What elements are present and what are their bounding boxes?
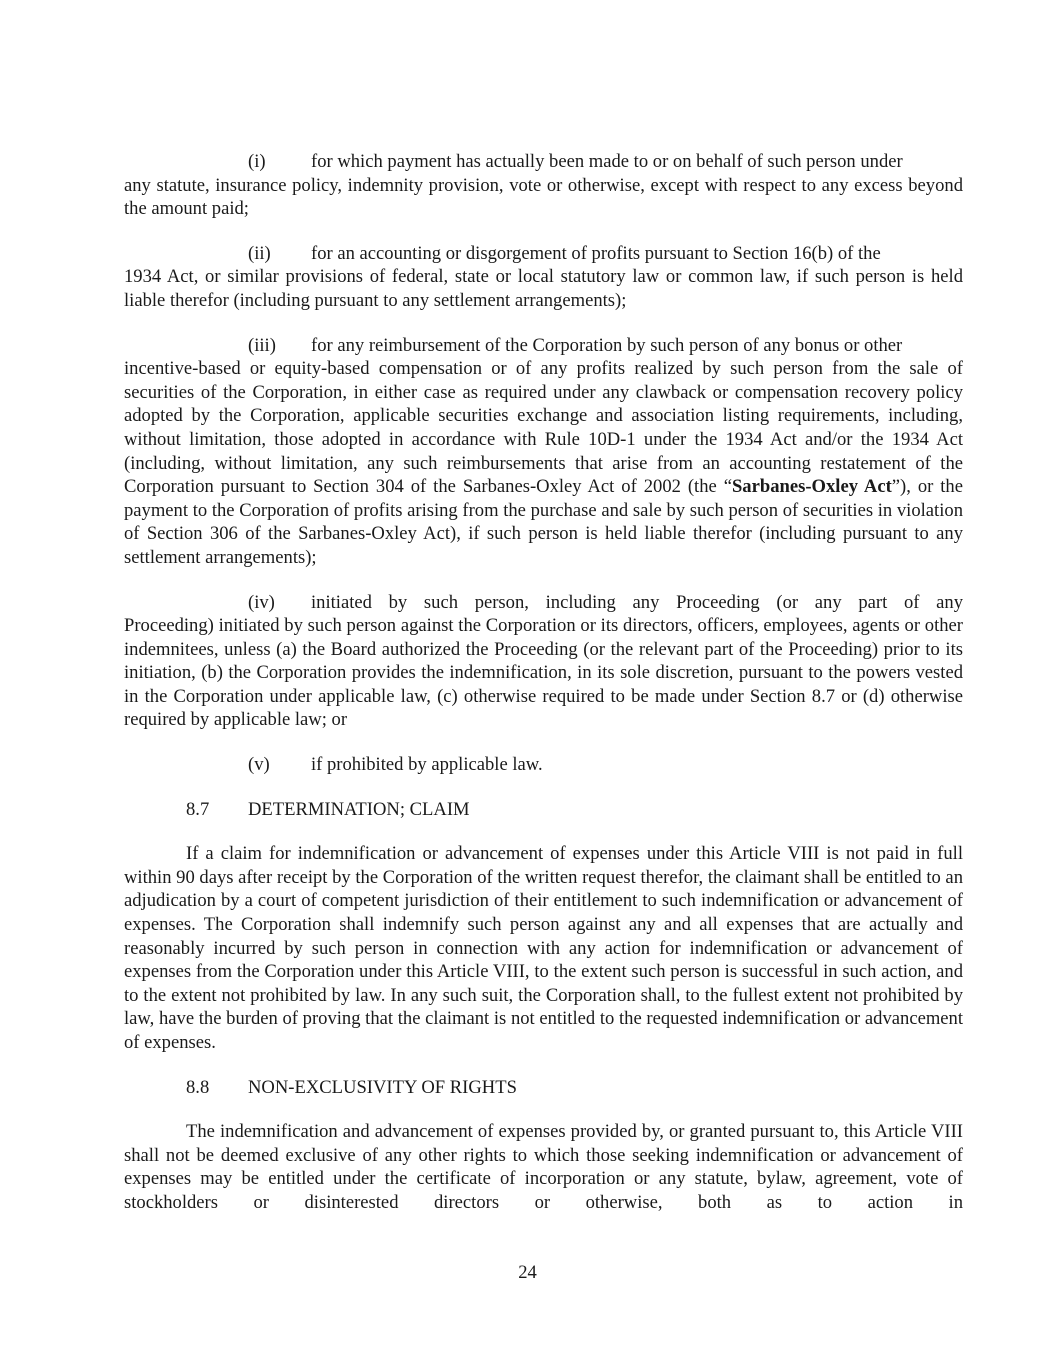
clause-first-line <box>124 150 963 174</box>
document-page <box>124 150 963 1215</box>
section-title: DETERMINATION; CLAIM <box>248 798 470 820</box>
clause-number: (ii) <box>248 242 271 264</box>
clause-v <box>124 753 963 777</box>
section-body-8-7: If a claim for indemnification or advancement of expenses under this Article VIII is not paid in full within 90 days after receipt by the Corporation of the written request therefor, the claimant shall be entitled to an adjudication by a court of competent jurisdiction of their entitlement to such indemnification or advancement of expenses. The Corporation shall indemnify such person against any and all expenses that are actually and reasonably incurred by such person in connection with any action for indemnification or advancement of expenses from the Corporation under this Article VIII, to the extent such person is successful in such action, and to the extent not prohibited by law. In any such suit, the Corporation shall, to the fullest extent not prohibited by law, have the burden of proving that the claimant is not entitled to the requested indemnification or advancement of expenses. <box>124 843 963 1053</box>
clause-first-line <box>124 334 963 358</box>
clause-continuation: Proceeding) initiated by such person against the Corporation or its directors, officers, employees, agents or other indemnitees, unless (a) the Board authorized the Proceeding (or the relevant part of the Proceeding) prior to its initiation, (b) the Corporation provides the indemnification, in its sole discretion, pursuant to the powers vested in the Corporation under applicable law, (c) otherwise required to be made under Section 8.7 or (d) otherwise required by applicable law; or <box>124 615 963 731</box>
clause-text: initiated by such person, including any Proceeding (or any part of any <box>311 591 963 613</box>
clause-text-b: ”), or the payment to the Corporation of profits arising from the purchase and sale by such person of securities in violation of Section 306 of the Sarbanes-Oxley Act), if such person is held liable therefor (including pursuant to any settlement arrangements); <box>124 476 963 568</box>
clause-text: if prohibited by applicable law. <box>311 754 543 776</box>
clause-text: for which payment has actually been made to or on behalf of such person under <box>311 151 903 172</box>
clause-first-line <box>124 242 963 266</box>
clause-number: (i) <box>248 151 266 172</box>
clause-number: (v) <box>248 754 270 776</box>
clause-number: (iv) <box>248 591 275 613</box>
clause-continuation <box>124 357 963 569</box>
clause-i <box>124 150 963 221</box>
clause-iv <box>124 591 963 733</box>
section-body-8-8: The indemnification and advancement of expenses provided by, or granted pursuant to, this Article VIII shall not be deemed exclusive of any other rights to which those seeking indemnification or advancement of expenses may be entitled under the certificate of incorporation or any statute, bylaw, agreement, vote of stockholders or disinterested directors or otherwise, both as to action in <box>124 1121 963 1213</box>
defined-term: Sarbanes-Oxley Act <box>731 476 892 498</box>
clause-iii <box>124 334 963 570</box>
section-number: 8.8 <box>186 1076 210 1098</box>
section-heading-8-7 <box>186 798 963 822</box>
section-title: NON-EXCLUSIVITY OF RIGHTS <box>248 1076 517 1098</box>
section-heading-8-8 <box>186 1076 963 1100</box>
clause-text: for an accounting or disgorgement of profits pursuant to Section 16(b) of the <box>311 242 881 264</box>
clause-first-line <box>124 591 963 615</box>
page-number: 24 <box>518 1262 537 1283</box>
clause-first-line <box>124 753 963 777</box>
clause-text-a: incentive-based or equity-based compensation or of any profits realized by such person from the sale of securities of the Corporation, in either case as required under any clawback or compensation recovery policy adopted by the Corporation, applicable securities exchange and association listing requirements, including, without limitation, those adopted in accordance with Rule 10D-1 under the 1934 Act and/or the 1934 Act (including, without limitation, any such reimbursements that arise from an accounting restatement of the Corporation pursuant to Section 304 of the Sarbanes-Oxley Act of 2002 (the “ <box>124 358 963 498</box>
section-number: 8.7 <box>186 798 210 820</box>
clause-continuation: any statute, insurance policy, indemnity provision, vote or otherwise, except with respect to any excess beyond the amount paid; <box>124 174 963 220</box>
clause-number: (iii) <box>248 334 276 356</box>
clause-text: for any reimbursement of the Corporation by such person of any bonus or other <box>311 334 903 356</box>
clause-continuation: 1934 Act, or similar provisions of federal, state or local statutory law or common law, if such person is held liable therefor (including pursuant to any settlement arrangements); <box>124 266 963 311</box>
clause-ii <box>124 242 963 313</box>
